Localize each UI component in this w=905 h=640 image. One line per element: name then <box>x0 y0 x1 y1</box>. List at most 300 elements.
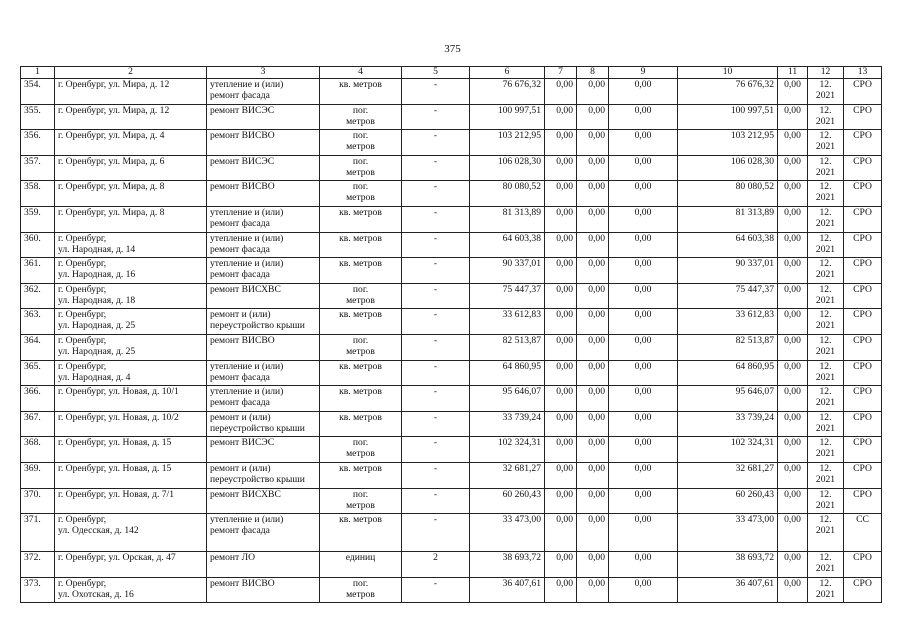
quantity-cell: - <box>402 386 470 412</box>
work-type-cell <box>207 386 320 412</box>
period-cell-line: 2021 <box>815 294 836 306</box>
col10-cell: 33 473,00 <box>678 514 778 552</box>
unit-cell <box>320 552 402 578</box>
work-type-cell-line: утепление и (или) <box>210 514 284 526</box>
total-cost-cell: 64 860,95 <box>470 360 545 386</box>
period-cell-line: 2021 <box>815 90 836 101</box>
work-type-cell-line: ремонт ВИСХВС <box>210 488 281 500</box>
unit-cell-line: кв. метров <box>339 386 382 398</box>
work-type-cell-line: ремонт фасада <box>210 371 270 383</box>
work-type-cell-line: ремонт ВИСЭС <box>210 437 275 449</box>
method-cell: СРО <box>844 437 882 463</box>
address-cell <box>55 437 207 463</box>
col9-cell: 0,00 <box>609 462 678 488</box>
col9-cell: 0,00 <box>609 232 678 258</box>
period-cell-line: 2021 <box>815 448 836 460</box>
col11-cell: 0,00 <box>778 360 808 386</box>
work-type-cell <box>207 360 320 386</box>
col8-cell: 0,00 <box>577 130 609 156</box>
method-cell: СРО <box>844 232 882 258</box>
work-type-cell <box>207 552 320 578</box>
period-cell <box>808 411 844 437</box>
col7-cell: 0,00 <box>545 488 577 514</box>
address-cell <box>55 334 207 360</box>
work-type-cell <box>207 79 320 105</box>
total-cost-cell: 33 739,24 <box>470 411 545 437</box>
unit-cell-line: метров <box>346 166 375 178</box>
period-cell-line: 12. <box>819 334 832 346</box>
work-type-cell-line: ремонт ВИСВО <box>210 181 275 193</box>
col7-cell: 0,00 <box>545 283 577 309</box>
col11-cell: 0,00 <box>778 181 808 207</box>
row-number: 354. <box>21 79 55 105</box>
col8-cell: 0,00 <box>577 206 609 232</box>
address-cell-line: г. Оренбург, ул. Новая, д. 15 <box>58 437 172 449</box>
work-type-cell-line: ремонт ЛО <box>210 552 256 564</box>
col7-cell: 0,00 <box>545 155 577 181</box>
work-type-cell-line: утепление и (или) <box>210 206 284 218</box>
quantity-cell: - <box>402 258 470 284</box>
period-cell-line: 12. <box>819 258 832 270</box>
work-type-cell <box>207 334 320 360</box>
col11-cell: 0,00 <box>778 488 808 514</box>
unit-cell <box>320 155 402 181</box>
work-type-cell <box>207 181 320 207</box>
row-number: 373. <box>21 577 55 603</box>
col9-cell: 0,00 <box>609 181 678 207</box>
unit-cell-line: метров <box>346 448 375 460</box>
address-cell <box>55 155 207 181</box>
col7-cell: 0,00 <box>545 577 577 603</box>
period-cell <box>808 130 844 156</box>
row-number: 362. <box>21 283 55 309</box>
period-cell <box>808 155 844 181</box>
address-cell-line: г. Оренбург, ул. Новая, д. 7/1 <box>58 488 175 500</box>
unit-cell <box>320 514 402 552</box>
method-cell: СРО <box>844 386 882 412</box>
col9-cell: 0,00 <box>609 488 678 514</box>
period-cell <box>808 334 844 360</box>
total-cost-cell: 81 313,89 <box>470 206 545 232</box>
address-cell-line: г. Оренбург, ул. Орская, д. 47 <box>58 552 176 564</box>
address-cell <box>55 79 207 105</box>
col7-cell: 0,00 <box>545 552 577 578</box>
total-cost-cell: 75 447,37 <box>470 283 545 309</box>
col8-cell: 0,00 <box>577 232 609 258</box>
unit-cell-line: пог. <box>352 334 369 346</box>
total-cost-cell: 80 080,52 <box>470 181 545 207</box>
table-row <box>21 577 882 603</box>
col11-cell: 0,00 <box>778 386 808 412</box>
col11-cell: 0,00 <box>778 283 808 309</box>
col8-cell: 0,00 <box>577 488 609 514</box>
col11-cell: 0,00 <box>778 258 808 284</box>
address-cell-line: г. Оренбург, <box>58 360 107 372</box>
address-cell <box>55 104 207 130</box>
column-header-12: 12 <box>808 67 844 79</box>
col11-cell: 0,00 <box>778 577 808 603</box>
total-cost-cell: 36 407,61 <box>470 577 545 603</box>
unit-cell <box>320 309 402 335</box>
address-cell <box>55 488 207 514</box>
total-cost-cell: 100 997,51 <box>470 104 545 130</box>
address-cell-line: г. Оренбург, ул. Мира, д. 12 <box>58 104 170 116</box>
column-header-3: 3 <box>207 67 320 79</box>
address-cell <box>55 309 207 335</box>
col11-cell: 0,00 <box>778 514 808 552</box>
col8-cell: 0,00 <box>577 411 609 437</box>
row-number: 360. <box>21 232 55 258</box>
address-cell-line: г. Оренбург, ул. Новая, д. 15 <box>58 462 172 474</box>
table-row <box>21 206 882 232</box>
unit-cell <box>320 386 402 412</box>
col9-cell: 0,00 <box>609 360 678 386</box>
address-cell <box>55 206 207 232</box>
col7-cell: 0,00 <box>545 334 577 360</box>
col10-cell: 100 997,51 <box>678 104 778 130</box>
period-cell-line: 12. <box>819 283 832 295</box>
period-cell-line: 12. <box>819 309 832 321</box>
col11-cell: 0,00 <box>778 130 808 156</box>
column-header-6: 6 <box>470 67 545 79</box>
period-cell-line: 12. <box>819 155 832 167</box>
unit-cell-line: пог. <box>352 488 369 500</box>
period-cell-line: 2021 <box>815 422 836 434</box>
total-cost-cell: 106 028,30 <box>470 155 545 181</box>
col10-cell: 102 324,31 <box>678 437 778 463</box>
total-cost-cell: 95 646,07 <box>470 386 545 412</box>
work-type-cell <box>207 104 320 130</box>
work-type-cell-line: ремонт фасада <box>210 525 270 537</box>
row-number: 359. <box>21 206 55 232</box>
period-cell <box>808 386 844 412</box>
address-cell-line: г. Оренбург, <box>58 309 107 321</box>
method-cell: СРО <box>844 462 882 488</box>
period-cell-line: 12. <box>819 79 832 90</box>
col10-cell: 33 739,24 <box>678 411 778 437</box>
quantity-cell: - <box>402 130 470 156</box>
unit-cell <box>320 104 402 130</box>
unit-cell-line: кв. метров <box>339 206 382 218</box>
row-number: 355. <box>21 104 55 130</box>
work-type-cell-line: утепление и (или) <box>210 232 284 244</box>
method-cell: СРО <box>844 309 882 335</box>
col10-cell: 106 028,30 <box>678 155 778 181</box>
address-cell-line: ул. Народная, д. 18 <box>58 294 136 306</box>
col8-cell: 0,00 <box>577 181 609 207</box>
period-cell-line: 2021 <box>815 166 836 178</box>
unit-cell-line: кв. метров <box>339 462 382 474</box>
column-header-1: 1 <box>21 67 55 79</box>
work-type-cell <box>207 411 320 437</box>
period-cell-line: 2021 <box>815 269 836 281</box>
method-cell: СРО <box>844 206 882 232</box>
method-cell: СРО <box>844 577 882 603</box>
period-cell <box>808 514 844 552</box>
unit-cell-line: пог. <box>352 437 369 449</box>
period-cell-line: 12. <box>819 130 832 142</box>
col8-cell: 0,00 <box>577 437 609 463</box>
work-type-cell-line: утепление и (или) <box>210 386 284 398</box>
col8-cell: 0,00 <box>577 334 609 360</box>
col9-cell: 0,00 <box>609 155 678 181</box>
quantity-cell: - <box>402 206 470 232</box>
col11-cell: 0,00 <box>778 79 808 105</box>
address-cell <box>55 130 207 156</box>
period-cell <box>808 488 844 514</box>
address-cell-line: г. Оренбург, ул. Новая, д. 10/1 <box>58 386 179 398</box>
table-row <box>21 386 882 412</box>
period-cell <box>808 181 844 207</box>
table-row <box>21 309 882 335</box>
unit-cell-line: метров <box>346 345 375 357</box>
address-cell-line: г. Оренбург, <box>58 232 107 244</box>
col10-cell: 38 693,72 <box>678 552 778 578</box>
period-cell <box>808 437 844 463</box>
address-cell <box>55 462 207 488</box>
work-type-cell-line: ремонт ВИСВО <box>210 130 275 142</box>
work-type-cell-line: ремонт фасада <box>210 243 270 255</box>
col8-cell: 0,00 <box>577 309 609 335</box>
period-cell <box>808 206 844 232</box>
period-cell-line: 2021 <box>815 192 836 204</box>
col7-cell: 0,00 <box>545 130 577 156</box>
col8-cell: 0,00 <box>577 462 609 488</box>
address-cell <box>55 514 207 552</box>
col10-cell: 75 447,37 <box>678 283 778 309</box>
work-type-cell-line: утепление и (или) <box>210 360 284 372</box>
column-header-4: 4 <box>320 67 402 79</box>
col7-cell: 0,00 <box>545 386 577 412</box>
address-cell-line: г. Оренбург, <box>58 283 107 295</box>
total-cost-cell: 82 513,87 <box>470 334 545 360</box>
period-cell <box>808 79 844 105</box>
row-number: 370. <box>21 488 55 514</box>
total-cost-cell: 33 612,83 <box>470 309 545 335</box>
address-cell <box>55 552 207 578</box>
period-cell <box>808 104 844 130</box>
address-cell <box>55 258 207 284</box>
quantity-cell: - <box>402 462 470 488</box>
method-cell: СРО <box>844 360 882 386</box>
col7-cell: 0,00 <box>545 258 577 284</box>
quantity-cell: - <box>402 155 470 181</box>
unit-cell-line: кв. метров <box>339 514 382 526</box>
period-cell-line: 2021 <box>815 371 836 383</box>
method-cell: СРО <box>844 104 882 130</box>
quantity-cell: - <box>402 514 470 552</box>
col7-cell: 0,00 <box>545 514 577 552</box>
work-type-cell-line: переустройство крыши <box>210 422 305 434</box>
col7-cell: 0,00 <box>545 232 577 258</box>
method-cell: СРО <box>844 258 882 284</box>
work-type-cell-line: ремонт фасада <box>210 269 270 281</box>
address-cell-line: ул. Одесская, д. 142 <box>58 525 139 537</box>
row-number: 365. <box>21 360 55 386</box>
work-type-cell-line: переустройство крыши <box>210 320 305 332</box>
work-type-cell <box>207 232 320 258</box>
work-type-cell-line: ремонт и (или) <box>210 309 271 321</box>
address-cell-line: г. Оренбург, ул. Мира, д. 8 <box>58 206 165 218</box>
period-cell-line: 2021 <box>815 588 836 600</box>
col8-cell: 0,00 <box>577 155 609 181</box>
col7-cell: 0,00 <box>545 437 577 463</box>
table-body <box>21 79 882 603</box>
method-cell: СРО <box>844 552 882 578</box>
address-cell-line: г. Оренбург, ул. Мира, д. 6 <box>58 155 165 167</box>
col9-cell: 0,00 <box>609 206 678 232</box>
address-cell-line: ул. Народная, д. 25 <box>58 320 136 332</box>
work-type-cell-line: ремонт фасада <box>210 90 270 101</box>
address-cell-line: г. Оренбург, <box>58 258 107 270</box>
row-number: 371. <box>21 514 55 552</box>
col7-cell: 0,00 <box>545 411 577 437</box>
quantity-cell: - <box>402 437 470 463</box>
work-type-cell-line: ремонт фасада <box>210 397 270 409</box>
period-cell-line: 12. <box>819 488 832 500</box>
page-number: 375 <box>444 43 461 55</box>
col9-cell: 0,00 <box>609 514 678 552</box>
row-number: 368. <box>21 437 55 463</box>
work-type-cell <box>207 309 320 335</box>
unit-cell-line: метров <box>346 499 375 511</box>
period-cell-line: 2021 <box>815 563 836 575</box>
method-cell: СС <box>844 514 882 552</box>
quantity-cell: - <box>402 181 470 207</box>
unit-cell-line: кв. метров <box>339 79 382 90</box>
column-header-13: 13 <box>844 67 882 79</box>
period-cell-line: 12. <box>819 577 832 589</box>
unit-cell <box>320 130 402 156</box>
work-type-cell-line: утепление и (или) <box>210 258 284 270</box>
quantity-cell: 2 <box>402 552 470 578</box>
period-cell-line: 2021 <box>815 525 836 537</box>
col9-cell: 0,00 <box>609 79 678 105</box>
quantity-cell: - <box>402 360 470 386</box>
unit-cell <box>320 283 402 309</box>
total-cost-cell: 64 603,38 <box>470 232 545 258</box>
unit-cell-line: пог. <box>352 577 369 589</box>
col10-cell: 90 337,01 <box>678 258 778 284</box>
col7-cell: 0,00 <box>545 79 577 105</box>
unit-cell-line: кв. метров <box>339 258 382 270</box>
unit-cell-line: пог. <box>352 104 369 116</box>
period-cell-line: 12. <box>819 462 832 474</box>
address-cell-line: г. Оренбург, <box>58 334 107 346</box>
col9-cell: 0,00 <box>609 411 678 437</box>
work-type-cell <box>207 283 320 309</box>
col10-cell: 64 603,38 <box>678 232 778 258</box>
table-row <box>21 258 882 284</box>
period-cell-line: 2021 <box>815 320 836 332</box>
address-cell-line: ул. Народная, д. 4 <box>58 371 131 383</box>
col7-cell: 0,00 <box>545 462 577 488</box>
column-header-7: 7 <box>545 67 577 79</box>
quantity-cell: - <box>402 411 470 437</box>
quantity-cell: - <box>402 309 470 335</box>
work-type-cell-line: переустройство крыши <box>210 473 305 485</box>
col9-cell: 0,00 <box>609 130 678 156</box>
unit-cell-line: метров <box>346 141 375 153</box>
table-row <box>21 104 882 130</box>
unit-cell-line: метров <box>346 294 375 306</box>
unit-cell <box>320 258 402 284</box>
col11-cell: 0,00 <box>778 437 808 463</box>
col11-cell: 0,00 <box>778 232 808 258</box>
col7-cell: 0,00 <box>545 104 577 130</box>
col9-cell: 0,00 <box>609 552 678 578</box>
period-cell-line: 12. <box>819 514 832 526</box>
quantity-cell: - <box>402 283 470 309</box>
row-number: 364. <box>21 334 55 360</box>
table-row <box>21 437 882 463</box>
table-row <box>21 79 882 105</box>
period-cell-line: 2021 <box>815 217 836 229</box>
method-cell: СРО <box>844 411 882 437</box>
col10-cell: 80 080,52 <box>678 181 778 207</box>
col11-cell: 0,00 <box>778 155 808 181</box>
work-type-cell-line: ремонт ВИСВО <box>210 334 275 346</box>
unit-cell <box>320 181 402 207</box>
col7-cell: 0,00 <box>545 206 577 232</box>
row-number: 357. <box>21 155 55 181</box>
unit-cell <box>320 577 402 603</box>
col9-cell: 0,00 <box>609 258 678 284</box>
col8-cell: 0,00 <box>577 386 609 412</box>
col10-cell: 36 407,61 <box>678 577 778 603</box>
work-type-cell-line: ремонт фасада <box>210 217 270 229</box>
col10-cell: 60 260,43 <box>678 488 778 514</box>
period-cell <box>808 232 844 258</box>
work-type-cell <box>207 577 320 603</box>
period-cell <box>808 462 844 488</box>
column-number-row <box>21 67 882 79</box>
col8-cell: 0,00 <box>577 514 609 552</box>
row-number: 369. <box>21 462 55 488</box>
address-cell-line: г. Оренбург, <box>58 577 107 589</box>
quantity-cell: - <box>402 79 470 105</box>
quantity-cell: - <box>402 232 470 258</box>
unit-cell-line: кв. метров <box>339 309 382 321</box>
col7-cell: 0,00 <box>545 181 577 207</box>
unit-cell <box>320 206 402 232</box>
work-type-cell <box>207 258 320 284</box>
column-header-9: 9 <box>609 67 678 79</box>
col9-cell: 0,00 <box>609 334 678 360</box>
col11-cell: 0,00 <box>778 552 808 578</box>
method-cell: СРО <box>844 181 882 207</box>
col11-cell: 0,00 <box>778 309 808 335</box>
period-cell <box>808 283 844 309</box>
row-number: 367. <box>21 411 55 437</box>
col9-cell: 0,00 <box>609 437 678 463</box>
column-header-11: 11 <box>778 67 808 79</box>
address-cell-line: ул. Народная, д. 14 <box>58 243 136 255</box>
period-cell-line: 2021 <box>815 473 836 485</box>
work-type-cell <box>207 514 320 552</box>
table-row <box>21 514 882 552</box>
col10-cell: 76 676,32 <box>678 79 778 105</box>
quantity-cell: - <box>402 334 470 360</box>
period-cell-line: 12. <box>819 360 832 372</box>
col10-cell: 33 612,83 <box>678 309 778 335</box>
method-cell: СРО <box>844 488 882 514</box>
unit-cell-line: пог. <box>352 283 369 295</box>
period-cell-line: 2021 <box>815 115 836 127</box>
period-cell-line: 12. <box>819 181 832 193</box>
total-cost-cell: 32 681,27 <box>470 462 545 488</box>
quantity-cell: - <box>402 488 470 514</box>
